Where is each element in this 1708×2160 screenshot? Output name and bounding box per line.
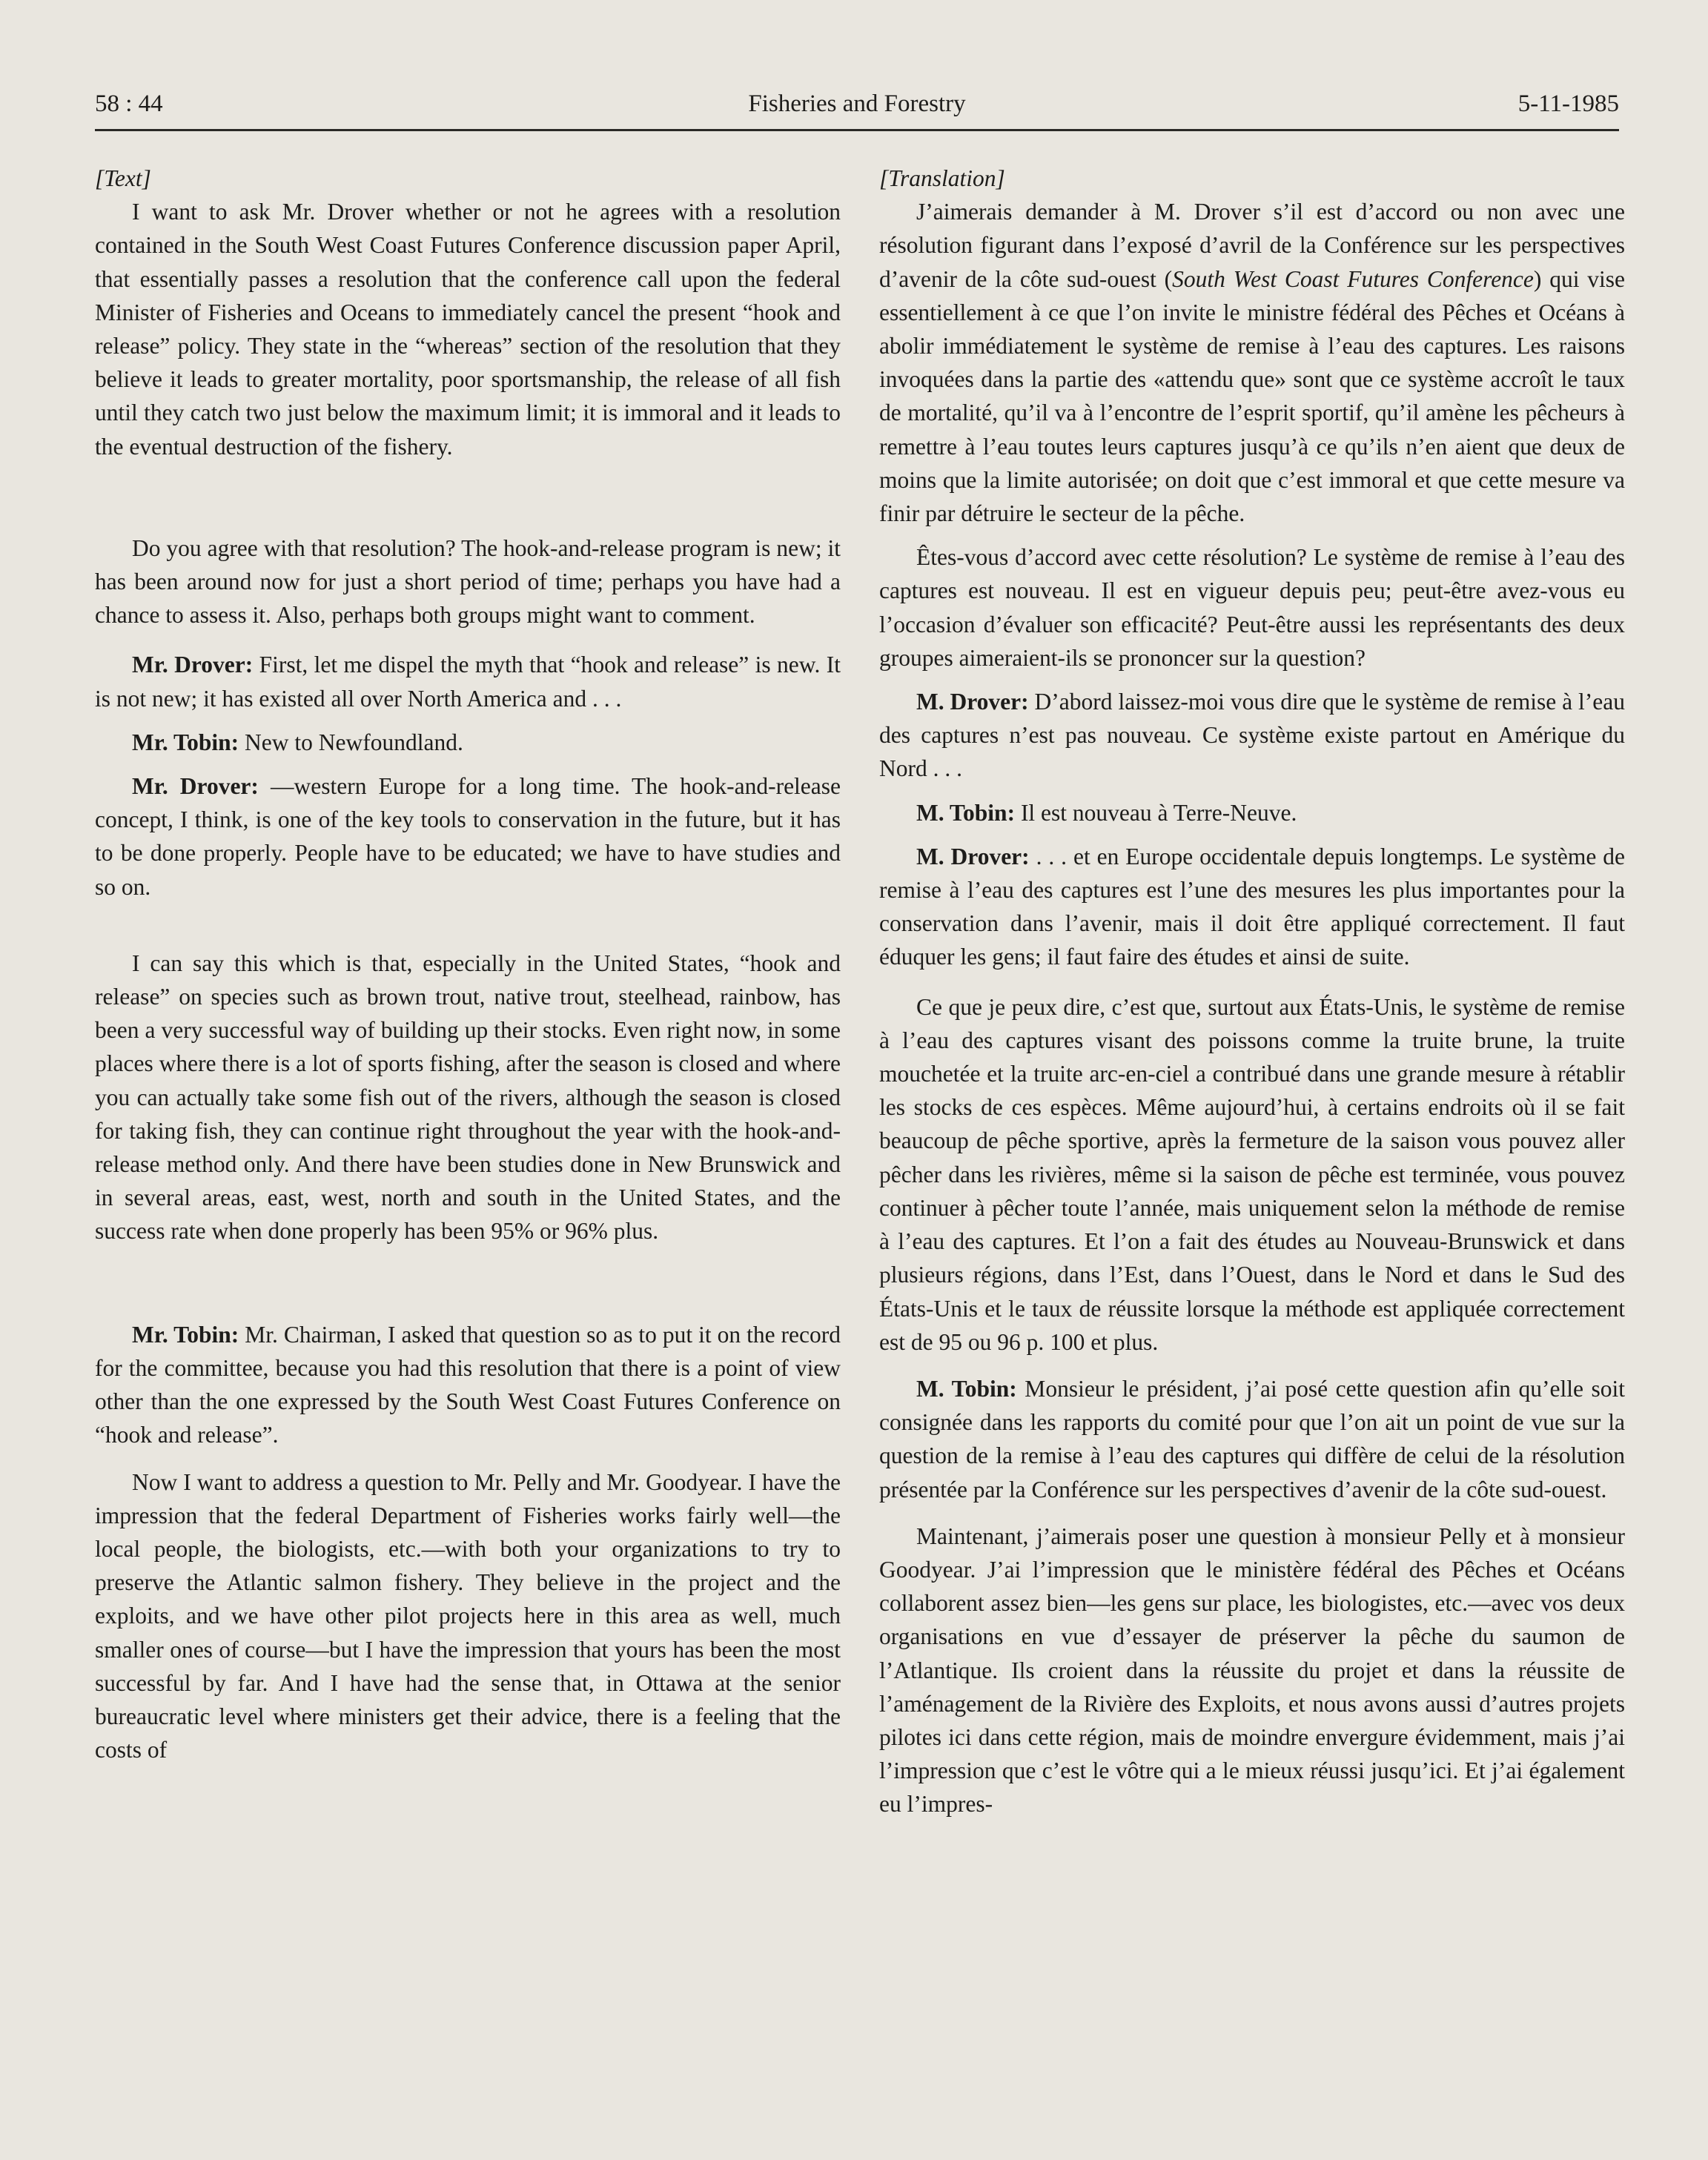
speech-paragraph <box>879 685 1625 786</box>
speech-text: D’abord laissez-moi vous dire que le système de remise à l’eau des captures n’est pas nouveau. Ce système existe partout en Amérique du Nord . . . <box>879 689 1625 782</box>
speech-text: —western Europe for a long time. The hook-and-release concept, I think, is one of the key tools to conservation in the future, but it has to be done properly. People have to be educated; we have to have studies and so on. <box>95 773 841 900</box>
speaker-name: Mr. Drover: <box>132 773 259 800</box>
paragraph: Now I want to address a question to Mr. Pelly and Mr. Goodyear. I have the impression that the federal Department of Fisheries works fairly well—the local people, the biologists, etc.—with both your organizations to try to preserve the Atlantic salmon fishery. They believe in the project and the exploits, and we have other pilot projects here in this area as well, much smaller ones of course—but I have the impression that yours has been the most successful by far. And I have had the sense that, in Ottawa at the senior bureaucratic level where ministers get their advice, there is a feeling that the costs of <box>95 1468 841 1763</box>
speaker-name: M. Drover: <box>916 689 1029 715</box>
speech-paragraph <box>95 1318 841 1452</box>
speech-paragraph <box>95 769 841 904</box>
language-label: [Translation] <box>879 165 1005 191</box>
speaker-name: M. Tobin: <box>916 799 1016 826</box>
speech-paragraph <box>95 726 841 759</box>
speech-text: Il est nouveau à Terre-Neuve. <box>1015 799 1297 826</box>
speech-paragraph <box>879 840 1625 974</box>
paragraph-text: J’aimerais demander à M. Drover s’il est d’accord ou non avec une résolution figurant dans l’exposé d’avril de la Conférence sur les perspectives d’avenir de la côte sud-ouest ( <box>879 199 1625 292</box>
italic-title: South West Coast Futures Conference <box>1172 265 1534 292</box>
paragraph: I can say this which is that, especially in the United States, “hook and release” on species such as brown trout, native trout, steelhead, rainbow, has been a very successful way of building up their stocks. Even right now, in some places where there is a lot of sports fishing, after the season is closed and where you can actually take some fish out of the rivers, although the season is closed for taking fish, they can continue right throughout the year with the hook-and-release method only. And there have been studies done in New Brunswick and in several areas, east, west, north and south in the United States, and the success rate when done properly has been 95% or 96% plus. <box>95 950 841 1245</box>
language-label: [Text] <box>95 165 151 191</box>
speech-text: . . . et en Europe occidentale depuis longtemps. Le système de remise à l’eau des captures est l’une des mesures les plus importantes pour la conservation dans l’avenir, mais il doit être appliqué correctement. Il faut éduquer les gens; il faut faire des études et ainsi de suite. <box>879 843 1626 970</box>
speech-text: Monsieur le président, j’ai posé cette question afin qu’elle soit consignée dans les rapports du comité pour que l’on ait un point de vue sur la question de la remise à l’eau des captures qui diffère de celui de la résolution présentée par la Conférence sur les perspectives d’avenir de la côte sud-ouest. <box>879 1375 1626 1503</box>
paragraph <box>879 195 1625 530</box>
page-header <box>95 83 1619 127</box>
paragraph: Ce que je peux dire, c’est que, surtout aux États-Unis, le système de remise à l’eau des captures visant des poissons comme la truite brune, la truite mouchetée et la truite arc-en-ciel a contribué dans une grande mesure à rétablir les stocks de ces espèces. Même aujourd’hui, à certains endroits où il se fait beaucoup de pêche sportive, après la fermeture de la saison vous pouvez aller pêcher dans les rivières, même si la saison de pêche est terminée, vous pouvez continuer à pêcher toute l’année, mais uniquement selon la méthode de remise à l’eau des captures. Et l’on a fait des études au Nouveau-Brunswick et dans plusieurs régions, dans l’Est, dans l’Ouest, dans le Nord et dans le Sud des États-Unis et le taux de réussite lorsque la méthode est appliquée correctement est de 95 ou 96 p. 100 et plus. <box>879 993 1625 1355</box>
header-rule <box>95 129 1619 131</box>
paragraph: Maintenant, j’aimerais poser une question à monsieur Pelly et à monsieur Goodyear. J’ai l’impression que le ministère fédéral des Pêches et Océans collaborent assez bien—les gens sur place, les biologistes, etc.—avec vos deux organisations en vue d’essayer de préserver la pêche du saumon de l’Atlantique. Ils croient dans la réussite du projet et dans la réussite de l’aménagement de la Rivière des Exploits, et nous avons aussi d’autres projets pilotes ici dans cette région, mais de moindre envergure évidemment, mais j’ai l’impression que c’est le vôtre qui a le mieux réussi jusqu’ici. Et j’ai également eu l’impres- <box>879 1523 1625 1818</box>
speaker-name: M. Drover: <box>916 843 1030 869</box>
speech-text: New to Newfoundland. <box>239 729 463 755</box>
paragraph-text: ) qui vise essentiellement à ce que l’on invite le ministre fédéral des Pêches et Océans à abolir immédiatement le système de remise à l’eau des captures. Les raisons invoquées dans la partie des «attendu que» sont que ce système accroît le taux de mortalité, qu’il va à l’encontre de l’esprit sportif, qu’il amène les pêcheurs à remettre à l’eau toutes leurs captures jusqu’à ce qu’ils n’en aient que deux de moins que la limite autorisée; on doit que c’est immoral et que cette mesure va finir par détruire le secteur de la pêche. <box>879 265 1625 527</box>
english-column <box>95 162 841 1766</box>
speech-paragraph <box>879 1372 1625 1506</box>
running-title: Fisheries and Forestry <box>748 90 966 117</box>
page-number: 58 : 44 <box>95 90 163 117</box>
speech-paragraph <box>95 648 841 715</box>
header-date: 5-11-1985 <box>1517 90 1619 117</box>
paragraph: Do you agree with that resolution? The hook-and-release program is new; it has been around now for just a short period of time; perhaps you have had a chance to assess it. Also, perhaps both groups might want to comment. <box>95 534 841 629</box>
speech-paragraph <box>879 796 1625 829</box>
french-column <box>879 162 1625 1821</box>
speaker-name: M. Tobin: <box>916 1375 1017 1402</box>
speaker-name: Mr. Tobin: <box>132 729 239 755</box>
speech-text: Mr. Chairman, I asked that question so as to put it on the record for the committee, because you had this resolution that there is a point of view other than the one expressed by the South West Coast Futures Conference on “hook and release”. <box>95 1321 841 1448</box>
speaker-name: Mr. Tobin: <box>132 1321 239 1348</box>
paragraph: Êtes-vous d’accord avec cette résolution? Le système de remise à l’eau des captures est nouveau. Il est en vigueur depuis peu; peut-être avez-vous eu l’occasion d’évaluer son efficacité? Peut-être aussi les représentants des deux groupes aimeraient-ils se prononcer sur la question? <box>879 544 1625 671</box>
speech-text: First, let me dispel the myth that “hook and release” is new. It is not new; it has existed all over North America and . . . <box>95 652 841 712</box>
paragraph: I want to ask Mr. Drover whether or not he agrees with a resolution contained in the South West Coast Futures Conference discussion paper April, that essentially passes a resolution that the conference call upon the federal Minister of Fisheries and Oceans to immediately cancel the present “hook and release” policy. They state in the “whereas” section of the resolution that they believe it leads to greater mortality, poor sportsmanship, the release of all fish until they catch two just below the maximum limit; it is immoral and it leads to the eventual destruction of the fishery. <box>95 199 841 460</box>
speaker-name: Mr. Drover: <box>132 652 254 678</box>
